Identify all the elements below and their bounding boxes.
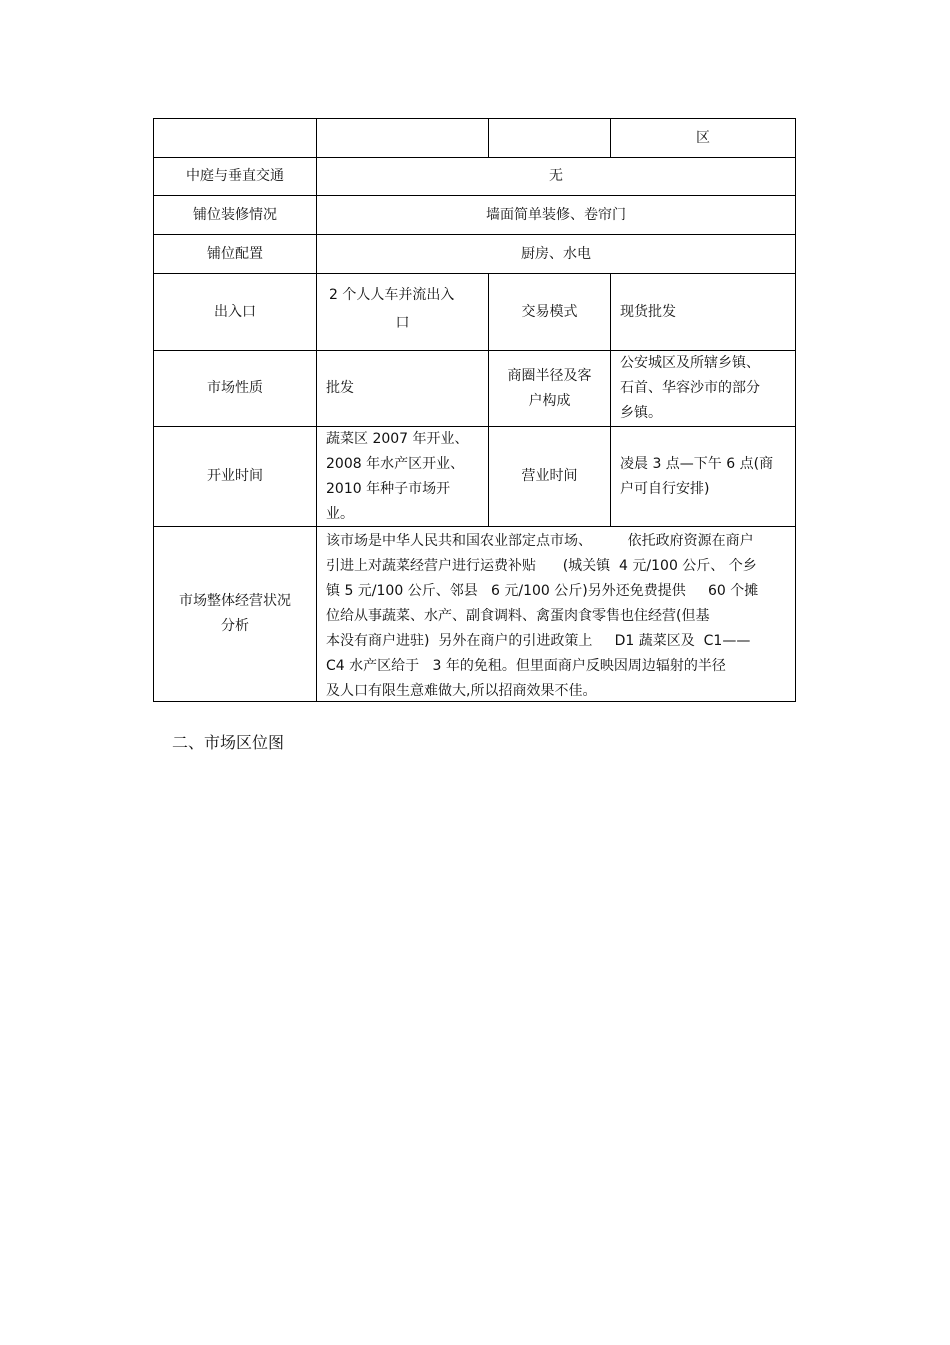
config-label-cell bbox=[153, 234, 317, 274]
analysis-line: 镇 5 元/100 公斤、邻县 6 元/100 公斤)另外还免费提供 60 个摊 bbox=[326, 583, 759, 599]
entrance-value-line2: 口 bbox=[395, 315, 410, 331]
analysis-label-line1: 市场整体经营状况 bbox=[179, 593, 291, 609]
trade-mode-label-cell bbox=[488, 273, 611, 351]
open-value-line4: 业。 bbox=[326, 506, 354, 522]
hours-value-line2: 户可自行安排) bbox=[620, 481, 710, 497]
entrance-value-line1: 2 个人人车并流出入 bbox=[329, 287, 455, 303]
analysis-line: 该市场是中华人民共和国农业部定点市场、 依托政府资源在商户 bbox=[326, 533, 754, 549]
cell-r1-c3 bbox=[488, 118, 611, 158]
atrium-value-cell bbox=[316, 157, 796, 196]
decoration-value-cell bbox=[316, 195, 796, 235]
atrium-value: 无 bbox=[549, 168, 563, 184]
hours-value-cell bbox=[610, 426, 796, 527]
trade-mode-label: 交易模式 bbox=[521, 303, 578, 320]
nature-label: 市场性质 bbox=[207, 380, 263, 396]
analysis-value-cell bbox=[316, 526, 796, 702]
entrance-label: 出入口 bbox=[214, 303, 256, 320]
cell-r1-c4 bbox=[610, 118, 796, 158]
open-label-cell bbox=[153, 426, 317, 527]
section-heading: 二、市场区位图 bbox=[172, 733, 285, 752]
radius-value-line3: 乡镇。 bbox=[620, 405, 662, 421]
decoration-value: 墙面简单装修、卷帘门 bbox=[486, 206, 626, 223]
radius-label-line1: 商圈半径及客 bbox=[507, 367, 592, 384]
open-label: 开业时间 bbox=[207, 468, 263, 484]
entrance-label-cell bbox=[153, 273, 317, 351]
analysis-line: 及人口有限生意难做大,所以招商效果不佳。 bbox=[326, 683, 597, 699]
market-info-table bbox=[153, 118, 796, 702]
analysis-label-cell bbox=[153, 526, 317, 702]
district-text: 区 bbox=[696, 129, 710, 146]
analysis-line: 位给从事蔬菜、水产、副食调料、禽蛋肉食零售也住经营(但基 bbox=[326, 608, 710, 624]
analysis-label-line2: 分析 bbox=[221, 618, 249, 634]
config-label: 铺位配置 bbox=[207, 245, 263, 262]
decoration-label-cell bbox=[153, 195, 317, 235]
nature-label-cell bbox=[153, 350, 317, 427]
radius-label-cell bbox=[488, 350, 611, 427]
open-value-line3: 2010 年种子市场开 bbox=[326, 481, 451, 497]
trade-mode-value: 现货批发 bbox=[620, 303, 676, 320]
cell-r1-c2 bbox=[316, 118, 489, 158]
hours-label: 营业时间 bbox=[521, 468, 578, 484]
open-value-cell bbox=[316, 426, 489, 527]
hours-value-line1: 凌晨 3 点—下午 6 点(商 bbox=[620, 456, 774, 472]
radius-value-line2: 石首、华容沙市的部分 bbox=[620, 380, 760, 396]
analysis-line: 引进上对蔬菜经营户进行运费补贴 (城关镇 4 元/100 公斤、 个乡 bbox=[326, 558, 757, 574]
open-value-line1: 蔬菜区 2007 年开业、 bbox=[326, 431, 469, 447]
atrium-label-cell bbox=[153, 157, 317, 196]
analysis-line: C4 水产区给于 3 年的免租。但里面商户反映因周边辐射的半径 bbox=[326, 658, 726, 674]
config-value-cell bbox=[316, 234, 796, 274]
trade-mode-value-cell bbox=[610, 273, 796, 351]
config-value: 厨房、水电 bbox=[521, 245, 591, 262]
nature-value-cell bbox=[316, 350, 489, 427]
nature-value: 批发 bbox=[326, 380, 354, 396]
radius-value-line1: 公安城区及所辖乡镇、 bbox=[620, 355, 760, 371]
cell-r1-c1 bbox=[153, 118, 317, 158]
analysis-line: 本没有商户进驻) 另外在商户的引进政策上 D1 蔬菜区及 C1—— bbox=[326, 633, 751, 649]
hours-label-cell bbox=[488, 426, 611, 527]
decoration-label: 铺位装修情况 bbox=[193, 206, 277, 223]
open-value-line2: 2008 年水产区开业、 bbox=[326, 456, 465, 472]
radius-value-cell bbox=[610, 350, 796, 427]
radius-label-line2: 户构成 bbox=[528, 392, 571, 409]
entrance-value-cell bbox=[316, 273, 489, 351]
atrium-label: 中庭与垂直交通 bbox=[186, 168, 284, 184]
